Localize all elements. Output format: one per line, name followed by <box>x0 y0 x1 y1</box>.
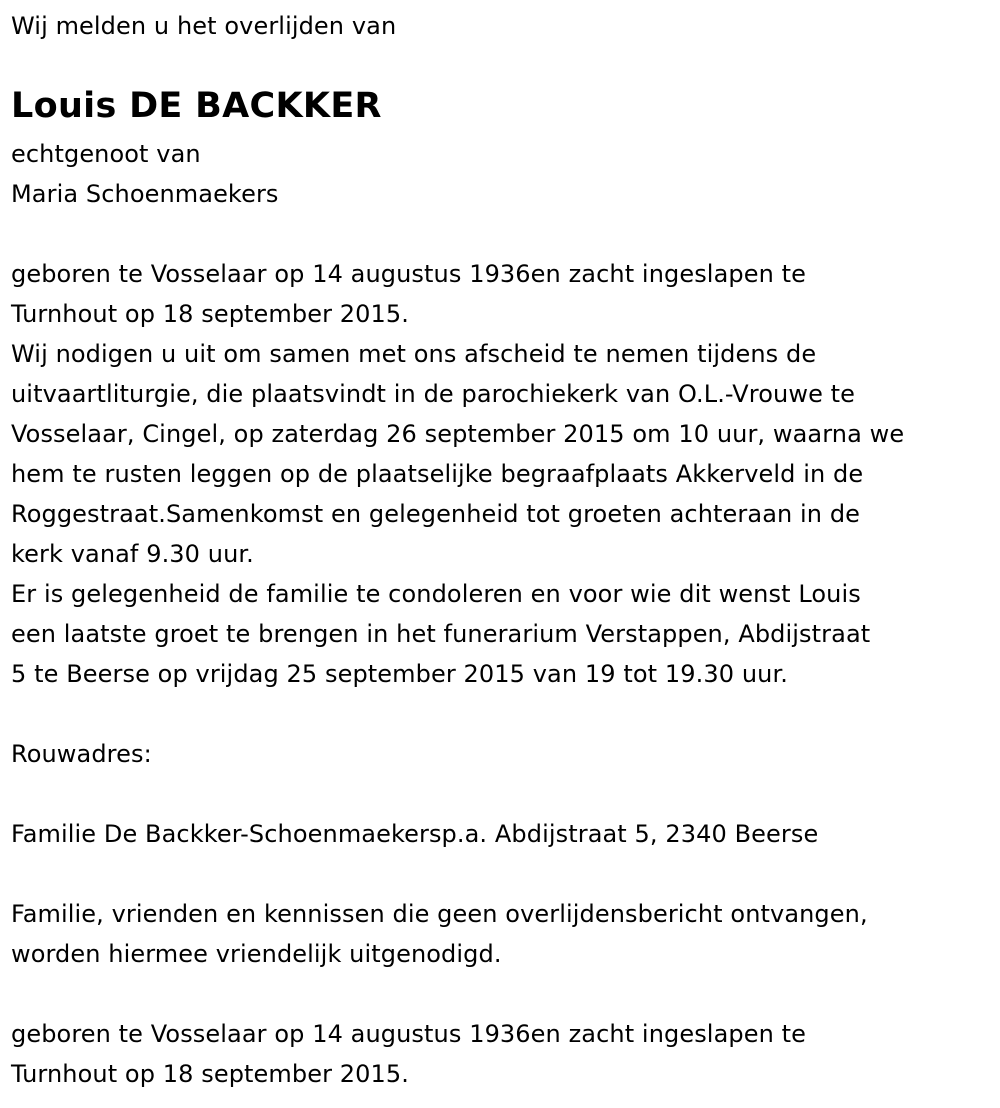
invite-line: worden hiermee vriendelijk uitgenodigd. <box>11 940 502 968</box>
spouse-line: echtgenoot van <box>11 140 201 168</box>
main-text-line: kerk vanaf 9.30 uur. <box>11 540 254 568</box>
repeat-line: geboren te Vosselaar op 14 augustus 1936en zacht ingeslapen te <box>11 1020 807 1048</box>
spouse-block <box>11 134 279 214</box>
main-text-line: Wij nodigen u uit om samen met ons afscheid te nemen tijdens de <box>11 340 817 368</box>
main-text-line: 5 te Beerse op vrijdag 25 september 2015 van 19 tot 19.30 uur. <box>11 660 788 688</box>
address-label: Rouwadres: <box>11 740 152 768</box>
main-text-line: geboren te Vosselaar op 14 augustus 1936en zacht ingeslapen te <box>11 260 807 288</box>
repeat-block <box>11 1014 806 1094</box>
main-text-block <box>11 254 904 694</box>
intro-text: Wij melden u het overlijden van <box>11 12 397 40</box>
address-label-block <box>11 734 152 774</box>
invite-line: Familie, vrienden en kennissen die geen overlijdensbericht ontvangen, <box>11 900 868 928</box>
repeat-line: Turnhout op 18 september 2015. <box>11 1060 410 1088</box>
spouse-name: Maria Schoenmaekers <box>11 180 279 208</box>
mourning-address: Familie De Backker-Schoenmaekersp.a. Abdijstraat 5, 2340 Beerse <box>11 820 819 848</box>
invite-block <box>11 894 868 974</box>
main-text-line: Vosselaar, Cingel, op zaterdag 26 september 2015 om 10 uur, waarna we <box>11 420 905 448</box>
main-text-line: een laatste groet te brengen in het funerarium Verstappen, Abdijstraat <box>11 620 871 648</box>
main-text-line: uitvaartliturgie, die plaatsvindt in de parochiekerk van O.L.-Vrouwe te <box>11 380 856 408</box>
main-text-line: Turnhout op 18 september 2015. <box>11 300 410 328</box>
deceased-name: Louis DE BACKKER <box>11 86 382 126</box>
address-block <box>11 814 818 854</box>
main-text-line: hem te rusten leggen op de plaatselijke begraafplaats Akkerveld in de <box>11 460 864 488</box>
main-text-line: Er is gelegenheid de familie te condoleren en voor wie dit wenst Louis <box>11 580 861 608</box>
main-text-line: Roggestraat.Samenkomst en gelegenheid tot groeten achteraan in de <box>11 500 861 528</box>
